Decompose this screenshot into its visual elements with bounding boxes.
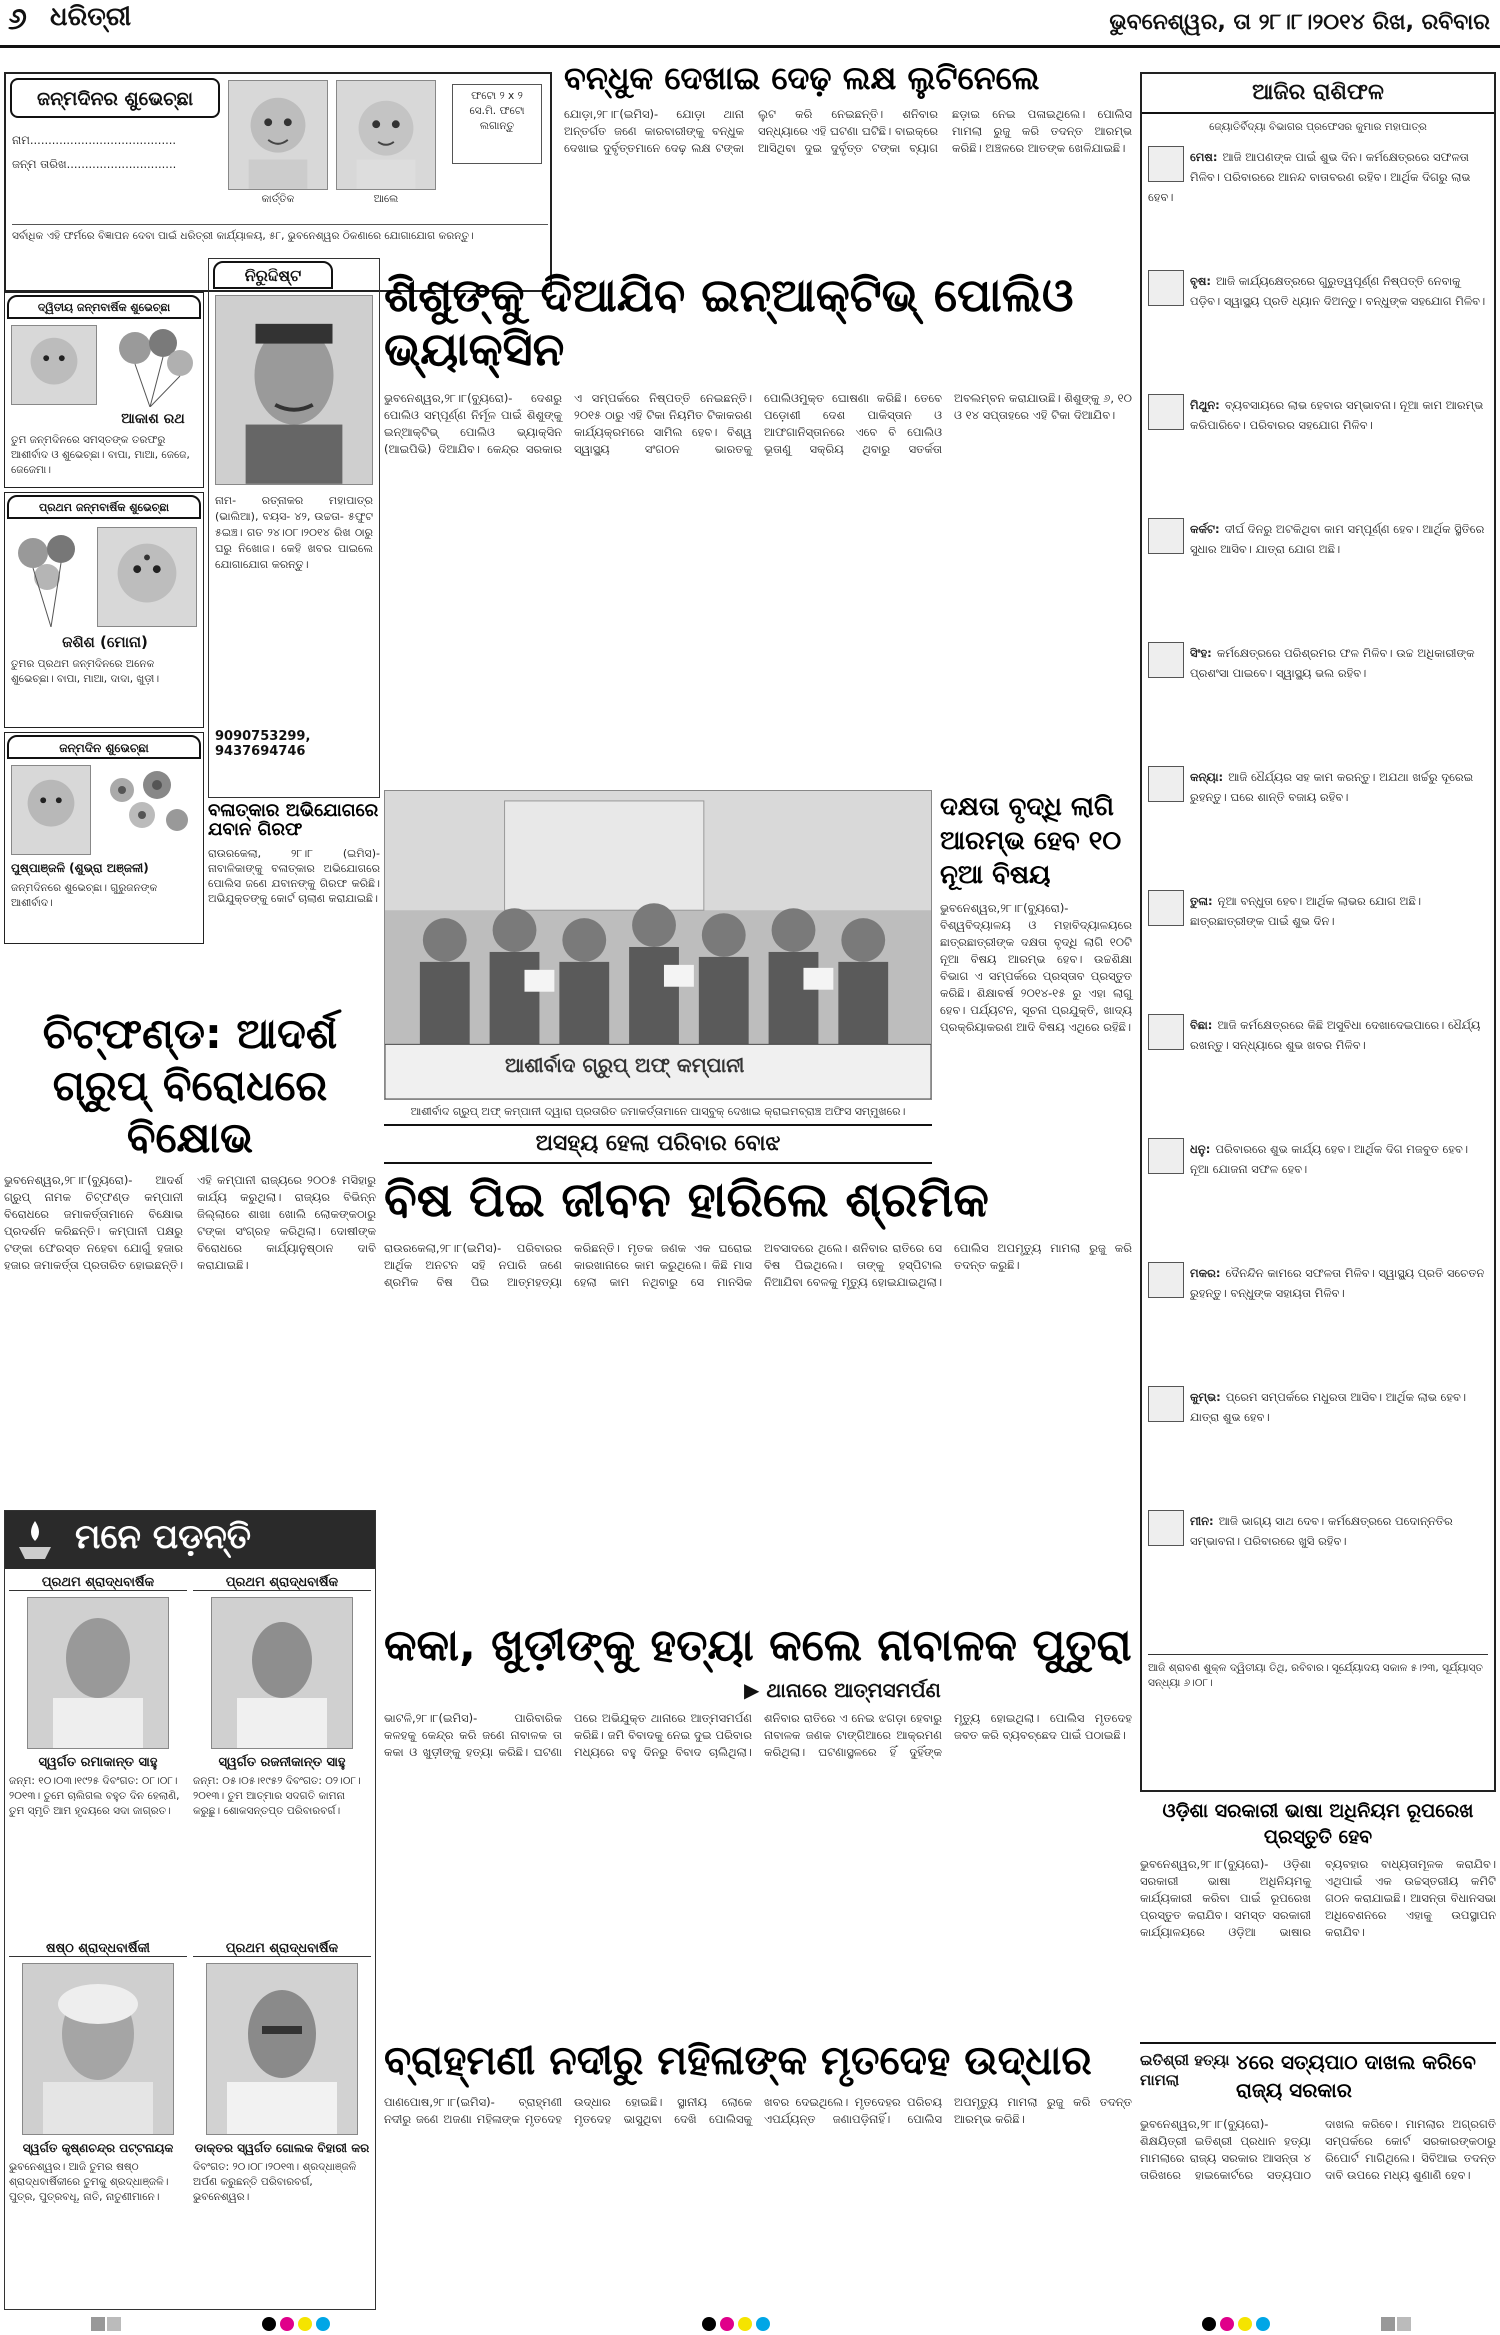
memoriam-1-photo: [27, 1597, 169, 1749]
lead-4-headline: କକା, ଖୁଡ଼ୀଙ୍କୁ ହତ୍ୟା କଲେ ନାବାଳକ ପୁତୁରା: [384, 1620, 1132, 1671]
scorpio-icon: [1148, 1014, 1184, 1050]
memoriam-4-text: ଦିବଂଗତ: ୨୦।୦୮।୨୦୧୩। ଶ୍ରଦ୍ଧାଞ୍ଜଳି ଅର୍ପଣ କରୁଛନ୍ତି ପରିବାରବର୍ଗ, ଭୁବନେଶ୍ୱର।: [193, 2161, 357, 2203]
memoriam-2-photo: [211, 1597, 353, 1749]
sign-pisces: [1148, 1510, 1488, 1634]
registration-dots-2: [700, 2316, 772, 2335]
taurus-icon: [1148, 270, 1184, 306]
lead-5-body: ପାଣପୋଷ,୨୮।୮(ଇମିସ)- ବ୍ରାହ୍ମଣୀ ନଦୀରୁ ଜଣେ ଅଜଣା ମହିଳାଙ୍କ ମୃତଦେହ ଉଦ୍ଧାର ହୋଇଛି। ସ୍ଥାନୀୟ ଲୋକେ ମୃତଦେହ ଭାସୁଥିବା ଦେଖି ପୋଲିସକୁ ଖବର ଦେଇଥିଲେ। ମୃତଦେହର ପରିଚୟ ଏପର୍ଯ୍ୟନ୍ତ ଜଣାପଡ଼ିନାହିଁ। ପୋଲିସ ଅପମୃତ୍ୟୁ ମାମଲା ରୁଜୁ କରି ତଦନ୍ତ ଆରମ୍ଭ କରିଛି।: [384, 2095, 1132, 2126]
lead-3-headline: ବିଷ ପିଇ ଜୀବନ ହାରିଲେ ଶ୍ରମିକ: [384, 1172, 989, 1228]
chitfund-story: [4, 1008, 376, 1508]
memoriam-header: [5, 1511, 375, 1569]
horoscope-title: ଆଜିର ରାଶିଫଳ: [1142, 74, 1494, 114]
registration-dots-1: [260, 2316, 332, 2335]
sign-sagittarius: [1148, 1138, 1488, 1262]
memoriam-3-text: ଭୁବନେଶ୍ୱର। ଆଜି ତୁମର ଷଷ୍ଠ ଶ୍ରାଦ୍ଧବାର୍ଷିକୀରେ ତୁମକୁ ଶ୍ରଦ୍ଧାଞ୍ଜଳି। ପୁତ୍ର, ପୁତ୍ରବଧୂ, ନାତି, ନାତୁଣୀମାନେ।: [9, 2161, 169, 2203]
birthday-ad-1-photo: [11, 325, 97, 405]
memoriam-4-name: ଡାକ୍ତର ସ୍ୱର୍ଗତ ଗୋଲକ ବିହାରୀ କର: [194, 2141, 370, 2155]
birthday-ad-3: [4, 732, 204, 944]
registration-dots-3: [1200, 2316, 1272, 2335]
lead-4-subhead: [744, 1678, 1132, 1702]
dateline: ଭୁବନେଶ୍ୱର, ତା ୨୮।୮।୨୦୧୪ ରିଖ, ରବିବାର: [1109, 10, 1490, 35]
birthday-ad-1-text: ତୁମ ଜନ୍ମଦିନରେ ସମସ୍ତଙ୍କ ତରଫରୁ ଆଶୀର୍ବାଦ ଓ ଶୁଭେଚ୍ଛା। ବାପା, ମାଆ, ଜେଜେ, ଜେଜେମା।: [11, 434, 190, 476]
memoriam-title: ମନେ ପଡ଼ନ୍ତି: [75, 1517, 252, 1557]
memoriam-2-text: ଜନ୍ମ: ୦୫।୦୫।୧୯୫୨ ଦିବଂଗତ: ୦୨।୦୮।୨୦୧୩। ତୁମ ଆତ୍ମାର ସଦଗତି କାମନା କରୁଛୁ। ଶୋକସନ୍ତପ୍ତ ପରିବାରବର୍ଗ।: [193, 1775, 361, 1817]
sign-virgo-name: କନ୍ୟା:: [1190, 770, 1224, 784]
masthead: [0, 0, 1500, 48]
skill-body: ଭୁବନେଶ୍ୱର,୨୮।୮(ବ୍ୟୁରୋ)- ବିଶ୍ୱବିଦ୍ୟାଳୟ ଓ ମହାବିଦ୍ୟାଳୟରେ ଛାତ୍ରଛାତ୍ରୀଙ୍କ ଦକ୍ଷତା ବୃଦ୍ଧି ଲାଗି ୧୦ଟି ନୂଆ ବିଷୟ ଆରମ୍ଭ ହେବ। ଉଚ୍ଚଶିକ୍ଷା ବିଭାଗ ଏ ସମ୍ପର୍କରେ ପ୍ରସ୍ତାବ ପ୍ରସ୍ତୁତ କରିଛି। ଶିକ୍ଷାବର୍ଷ ୨୦୧୪-୧୫ ରୁ ଏହା ଲାଗୁ ହେବ। ପର୍ଯ୍ୟଟନ, ସୂଚନା ପ୍ରଯୁକ୍ତି, ଖାଦ୍ୟ ପ୍ରକ୍ରିୟାକରଣ ଆଦି ବିଷୟ ଏଥିରେ ରହିଛି।: [940, 901, 1132, 1034]
sign-capricorn-name: ମକର:: [1190, 1266, 1221, 1280]
capricorn-icon: [1148, 1262, 1184, 1298]
memoriam-person-4: [193, 1941, 371, 2307]
almanac: ଆଜି ଶ୍ରାବଣ ଶୁକ୍ଳ ଦ୍ୱିତୀୟା ତିଥି, ରବିବାର। ସୂର୍ଯ୍ୟୋଦୟ ସକାଳ ୫।୨୩, ସୂର୍ଯ୍ୟାସ୍ତ ସନ୍ଧ୍ୟା ୬।୦୮।: [1148, 1654, 1488, 1691]
missing-phones: 9090753299, 9437694746: [215, 729, 311, 759]
paper-name: ଧରିତ୍ରୀ: [50, 2, 132, 32]
horoscope-byline: ଜ୍ୟୋତିର୍ବିଦ୍ୟା ବିଭାଗର ପ୍ରଫେସର କୁମାର ମହାପାତ୍ର: [1209, 121, 1427, 133]
sign-capricorn-text: ଦୈନନ୍ଦିନ କାମରେ ସଫଳତା ମିଳିବ। ସ୍ୱାସ୍ଥ୍ୟ ପ୍ରତି ସଚେତନ ରୁହନ୍ତୁ। ବନ୍ଧୁଙ୍କ ସହାୟତା ମିଳିବ।: [1190, 1266, 1485, 1300]
kicker-line: [384, 1124, 932, 1164]
missing-tab: ନିରୁଦ୍ଦିଷ୍ଟ: [213, 261, 333, 289]
language-act-story: [1140, 1798, 1496, 2038]
sign-libra: [1148, 890, 1488, 1014]
memoriam-4-tab: ପ୍ରଥମ ଶ୍ରାଦ୍ଧବାର୍ଷିକ: [193, 1941, 371, 1957]
birthday-ad-3-title: ଜନ୍ମଦିନ ଶୁଭେଚ୍ଛା: [7, 735, 201, 759]
aquarius-icon: [1148, 1386, 1184, 1422]
memoriam-person-1: [9, 1575, 187, 1935]
sign-taurus: [1148, 270, 1488, 394]
birthday-child-name-2: ଆଲେ: [373, 193, 399, 205]
birthday-ad-2-text: ତୁମର ପ୍ରଥମ ଜନ୍ମଦିନରେ ଅନେକ ଶୁଭେଚ୍ଛା। ବାପା, ମାଆ, ଦାଦା, ଖୁଡ଼ୀ।: [11, 658, 160, 685]
libra-icon: [1148, 890, 1184, 926]
sign-aries-name: ମେଷ:: [1190, 150, 1218, 164]
virgo-icon: [1148, 766, 1184, 802]
birthday-ad-1-name: ଆକାଶ ରଥ: [121, 411, 185, 427]
horoscope-list: [1148, 146, 1488, 1634]
itishree-headline-left: ଇତିଶ୍ରୀ ହତ୍ୟା ମାମଲା: [1140, 2051, 1230, 2089]
lead-story-2: [384, 268, 1132, 778]
sign-scorpio-text: ଆଜି କର୍ମକ୍ଷେତ୍ରରେ କିଛି ଅସୁବିଧା ଦେଖାଦେଇପାରେ। ଧୈର୍ଯ୍ୟ ରଖନ୍ତୁ। ସନ୍ଧ୍ୟାରେ ଶୁଭ ଖବର ମିଳିବ।: [1190, 1018, 1481, 1052]
sign-aquarius-text: ପ୍ରେମ ସମ୍ପର୍କରେ ମଧୁରତା ଆସିବ। ଆର୍ଥିକ ଲାଭ ହେବ। ଯାତ୍ରା ଶୁଭ ହେବ।: [1190, 1390, 1467, 1424]
sign-gemini-text: ବ୍ୟବସାୟରେ ଲାଭ ହେବାର ସମ୍ଭାବନା। ନୂଆ କାମ ଆରମ୍ଭ କରିପାରିବେ। ପରିବାରର ସହଯୋଗ ମିଳିବ।: [1190, 398, 1484, 432]
registration-marks-1: [90, 2316, 122, 2335]
sign-scorpio: [1148, 1014, 1488, 1138]
birthday-ad-1: [4, 292, 204, 488]
pisces-icon: [1148, 1510, 1184, 1546]
sign-sagittarius-name: ଧନୁ:: [1190, 1142, 1211, 1156]
memoriam-person-3: [9, 1941, 187, 2307]
birthday-ad-2-title: ପ୍ରଥମ ଜନ୍ମବାର୍ଷିକ ଶୁଭେଚ୍ଛା: [7, 495, 201, 519]
birthday-child-photo-2: [336, 80, 436, 190]
memoriam-3-name: ସ୍ୱର୍ଗତ କୃଷ୍ଣଚନ୍ଦ୍ର ପଟ୍ଟନାୟକ: [22, 2141, 174, 2155]
itishree-story: [1140, 2042, 1496, 2306]
memoriam-2-tab: ପ୍ରଥମ ଶ୍ରାଦ୍ଧବାର୍ଷିକ: [193, 1575, 371, 1591]
memoriam-1-tab: ପ୍ରଥମ ଶ୍ରାଦ୍ଧବାର୍ଷିକ: [9, 1575, 187, 1591]
lead-story-5: [384, 2036, 1132, 2306]
lead-2-body: ଭୁବନେଶ୍ୱର,୨୮।୮(ବ୍ୟୁରୋ)- ଦେଶରୁ ପୋଲିଓ ସମ୍ପୂର୍ଣ୍ଣ ନିର୍ମୂଳ ପାଇଁ ଶିଶୁଙ୍କୁ ଇନ୍‌ଆକ୍ଟିଭ୍ ପୋଲିଓ ଭ୍ୟାକ୍ସିନ (ଆଇପିଭି) ଦିଆଯିବ। କେନ୍ଦ୍ର ସରକାର ଏ ସମ୍ପର୍କରେ ନିଷ୍ପତ୍ତି ନେଇଛନ୍ତି। ୨୦୧୫ ଠାରୁ ଏହି ଟିକା ନିୟମିତ ଟିକାକରଣ କାର୍ଯ୍ୟକ୍ରମରେ ସାମିଲ ହେବ। ବିଶ୍ୱ ସ୍ୱାସ୍ଥ୍ୟ ସଂଗଠନ ଭାରତକୁ ପୋଲିଓମୁକ୍ତ ଘୋଷଣା କରିଛି। ତେବେ ପଡ଼ୋଶୀ ଦେଶ ପାକିସ୍ତାନ ଓ ଆଫଗାନିସ୍ତାନରେ ଏବେ ବି ପୋଲିଓ ଭୂତାଣୁ ସକ୍ରିୟ ଥିବାରୁ ସତର୍କତା ଅବଲମ୍ବନ କରାଯାଉଛି। ଶିଶୁଙ୍କୁ ୬, ୧୦ ଓ ୧୪ ସପ୍ତାହରେ ଏହି ଟିକା ଦିଆଯିବ।: [384, 391, 1132, 456]
birthday-form-title: ଜନ୍ମଦିନର ଶୁଭେଚ୍ଛା: [10, 78, 220, 118]
memoriam-1-name: ସ୍ୱର୍ଗତ ରମାକାନ୍ତ ସାହୁ: [38, 1755, 158, 1770]
memoriam-1-text: ଜନ୍ମ: ୧୦।୦୩।୧୯୨୫ ଦିବଂଗତ: ୦୮।୦୮।୨୦୧୩। ତୁମେ ଚାଲିଗଲ ବହୁତ ଦିନ ହେଲାଣି, ତୁମ ସ୍ମୃତି ଆମ ହୃଦୟରେ ସଦା ଜାଗ୍ରତ।: [9, 1775, 180, 1817]
sagittarius-icon: [1148, 1138, 1184, 1174]
cancer-icon: [1148, 518, 1184, 554]
sign-capricorn: [1148, 1262, 1488, 1386]
memoriam-3-tab: ଷଷ୍ଠ ଶ୍ରାଦ୍ଧବାର୍ଷିକୀ: [9, 1941, 187, 1957]
lead-2-headline: ଶିଶୁଙ୍କୁ ଦିଆଯିବ ଇନ୍‌ଆକ୍ଟିଭ୍ ପୋଲିଓ ଭ୍ୟାକ୍ସିନ: [384, 268, 1074, 376]
birthday-child-name-1: କାର୍ତ୍ତିକ: [261, 193, 295, 205]
birthday-ad-2-name: ଜଶିଶ (ମୋନା): [62, 633, 148, 651]
photo-size-note: ଫଟୋ ୨ x ୨ ସେ.ମି. ଫଟୋ ଲଗାନ୍ତୁ: [452, 84, 542, 164]
language-body: ଭୁବନେଶ୍ୱର,୨୮।୮(ବ୍ୟୁରୋ)- ଓଡ଼ିଶା ସରକାରୀ ଭାଷା ଅଧିନିୟମକୁ କାର୍ଯ୍ୟକାରୀ କରିବା ପାଇଁ ରୂପରେଖ ପ୍ରସ୍ତୁତ କରାଯିବ। ସମସ୍ତ ସରକାରୀ କାର୍ଯ୍ୟାଳୟରେ ଓଡ଼ିଆ ଭାଷାର ବ୍ୟବହାର ବାଧ୍ୟତାମୂଳକ କରାଯିବ। ଏଥିପାଇଁ ଏକ ଉଚ୍ଚସ୍ତରୀୟ କମିଟି ଗଠନ କରାଯାଇଛି। ଆସନ୍ତା ବିଧାନସଭା ଅଧିବେଶନରେ ଏହାକୁ ଉପସ୍ଥାପନ କରାଯିବ।: [1140, 1857, 1496, 1939]
memoriam-block: [4, 1510, 376, 2310]
rape-news: [208, 802, 380, 952]
sign-aries: [1148, 146, 1488, 270]
itishree-headline-right: ୪ରେ ସତ୍ୟପାଠ ଦାଖଲ କରିବେ ରାଜ୍ୟ ସରକାର: [1236, 2050, 1476, 2102]
sign-leo-text: କର୍ମକ୍ଷେତ୍ରରେ ପରିଶ୍ରମର ଫଳ ମିଳିବ। ଉଚ୍ଚ ଅଧିକାରୀଙ୍କ ପ୍ରଶଂସା ପାଇବେ। ସ୍ୱାସ୍ଥ୍ୟ ଭଲ ରହିବ।: [1190, 646, 1475, 680]
sign-gemini: [1148, 394, 1488, 518]
color-registration-bar: [0, 2312, 1500, 2334]
sign-gemini-name: ମିଥୁନ:: [1190, 398, 1220, 412]
lamp-icon: [15, 1519, 55, 1561]
birthday-field-date: ଜନ୍ମ ତାରିଖ..............................: [12, 157, 177, 171]
lead-3-body: ରାଉରକେଲା,୨୮।୮(ଇମିସ)- ପରିବାରର ଆର୍ଥିକ ଅନଟନ ସହି ନପାରି ଜଣେ ଶ୍ରମିକ ବିଷ ପିଇ ଆତ୍ମହତ୍ୟା କରିଛନ୍ତି। ମୃତକ ଜଣକ ଏକ ଘରୋଇ କାରଖାନାରେ କାମ କରୁଥିଲେ। କିଛି ମାସ ହେଲା କାମ ନଥିବାରୁ ସେ ମାନସିକ ଅବସାଦରେ ଥିଲେ। ଶନିବାର ରାତିରେ ସେ ବିଷ ପିଇଥିଲେ। ତାଙ୍କୁ ହସ୍ପିଟାଲ ନିଆଯିବା ବେଳକୁ ମୃତ୍ୟୁ ହୋଇଯାଇଥିଲା। ପୋଲିସ ଅପମୃତ୍ୟୁ ମାମଲା ରୁଜୁ କରି ତଦନ୍ତ କରୁଛି।: [384, 1241, 1132, 1289]
memoriam-person-2: [193, 1575, 371, 1935]
sign-scorpio-name: ବିଛା:: [1190, 1018, 1213, 1032]
birthday-ad-3-name: ପୁଷ୍ପାଞ୍ଜଳି (ଶୁଭ୍ରା ଅଞ୍ଜଳୀ): [11, 861, 149, 875]
gemini-icon: [1148, 394, 1184, 430]
lead-4-body: ଭାଟଳି,୨୮।୮(ଇମିସ)- ପାରିବାରିକ କଳହକୁ କେନ୍ଦ୍ର କରି ଜଣେ ନାବାଳକ ତା କକା ଓ ଖୁଡ଼ୀଙ୍କୁ ହତ୍ୟା କରିଛି। ଘଟଣା ପରେ ଅଭିଯୁକ୍ତ ଥାନାରେ ଆତ୍ମସମର୍ପଣ କରିଛି। ଜମି ବିବାଦକୁ ନେଇ ଦୁଇ ପରିବାର ମଧ୍ୟରେ ବହୁ ଦିନରୁ ବିବାଦ ଚାଲିଥିଲା। ଶନିବାର ରାତିରେ ଏ ନେଇ ଝଗଡ଼ା ହେବାରୁ ନାବାଳକ ଜଣକ ଟାଙ୍ଗିଆରେ ଆକ୍ରମଣ କରିଥିଲା। ଘଟଣାସ୍ଥଳରେ ହିଁ ଦୁହିଁଙ୍କ ମୃତ୍ୟୁ ହୋଇଥିଲା। ପୋଲିସ ମୃତଦେହ ଜବତ କରି ବ୍ୟବଚ୍ଛେଦ ପାଇଁ ପଠାଇଛି।: [384, 1711, 1132, 1759]
sign-taurus-text: ଆଜି କାର୍ଯ୍ୟକ୍ଷେତ୍ରରେ ଗୁରୁତ୍ୱପୂର୍ଣ୍ଣ ନିଷ୍ପତ୍ତି ନେବାକୁ ପଡ଼ିବ। ସ୍ୱାସ୍ଥ୍ୟ ପ୍ରତି ଧ୍ୟାନ ଦିଅନ୍ତୁ। ବନ୍ଧୁଙ୍କ ସହଯୋଗ ମିଳିବ।: [1190, 274, 1486, 308]
photo-caption: ଆଶୀର୍ବାଦ ଗ୍ରୁପ୍ ଅଫ୍ କମ୍ପାନୀ ଦ୍ୱାରା ପ୍ରତାରିତ ଜମାକର୍ତ୍ତାମାନେ ପାସ୍‌ବୁକ୍ ଦେଖାଇ କ୍ରାଇମବ୍ରାଞ୍ଚ ଅଫିସ ସମ୍ମୁଖରେ।: [410, 1105, 906, 1118]
birthday-ad-3-text: ଜନ୍ମଦିନରେ ଶୁଭେଚ୍ଛା। ଗୁରୁଜନଙ୍କ ଆଶୀର୍ବାଦ।: [11, 882, 158, 909]
memoriam-2-name: ସ୍ୱର୍ଗତ ରଜନୀକାନ୍ତ ସାହୁ: [218, 1755, 346, 1770]
lead-story-3: [384, 1170, 1132, 1610]
birthday-ad-1-title: ଦ୍ୱିତୀୟ ଜନ୍ମବାର୍ଷିକ ଶୁଭେଚ୍ଛା: [7, 295, 201, 319]
lead-4-subhead-text: ଥାନାରେ ଆତ୍ମସମର୍ପଣ: [766, 1678, 941, 1702]
chitfund-headline: ଚିଟ୍‌ଫଣ୍ଡ: ଆଦର୍ଶ ଗ୍ରୁପ୍ ବିରୋଧରେ ବିକ୍ଷୋଭ: [42, 1009, 338, 1162]
sign-aquarius-name: କୁମ୍ଭ:: [1190, 1390, 1221, 1404]
language-headline: ଓଡ଼ିଶା ସରକାରୀ ଭାଷା ଅଧିନିୟମ ରୂପରେଖ ପ୍ରସ୍ତୁତି ହେବ: [1162, 1800, 1474, 1848]
skill-headline: ଦକ୍ଷତା ବୃଦ୍ଧି ଲାଗି ଆରମ୍ଭ ହେବ ୧୦ ନୂଆ ବିଷୟ: [940, 792, 1122, 890]
sign-virgo: [1148, 766, 1488, 890]
birthday-ad-2: [4, 492, 204, 728]
flowers-icon: [97, 765, 197, 855]
memoriam-4-photo: [206, 1963, 358, 2135]
triangle-icon: ▶: [744, 1678, 767, 1702]
balloons-icon: [105, 323, 201, 407]
skill-story: [940, 790, 1132, 1230]
birthday-child-photo-1: [228, 80, 328, 190]
sign-libra-name: ତୁଳା:: [1190, 894, 1213, 908]
lead-1-body: ଯୋଡ଼ା,୨୮।୮(ଇମିସ)- ଯୋଡ଼ା ଥାନା ଅନ୍ତର୍ଗତ ଜଣେ କାରବାରୀଙ୍କୁ ବନ୍ଧୁକ ଦେଖାଇ ଦୁର୍ବୃତ୍ତମାନେ ଦେଢ଼ ଲକ୍ଷ ଟଙ୍କା ଲୁଟ କରି ନେଇଛନ୍ତି। ଶନିବାର ସନ୍ଧ୍ୟାରେ ଏହି ଘଟଣା ଘଟିଛି। ବାଇକ୍‌ରେ ଆସିଥିବା ଦୁଇ ଦୁର୍ବୃତ୍ତ ଟଙ୍କା ବ୍ୟାଗ ଛଡ଼ାଇ ନେଇ ପଳାଇଥିଲେ। ପୋଲିସ ମାମଲା ରୁଜୁ କରି ତଦନ୍ତ ଆରମ୍ଭ କରିଛି। ଅଞ୍ଚଳରେ ଆତଙ୍କ ଖେଳିଯାଇଛି।: [564, 106, 1132, 155]
sign-leo-name: ସିଂହ:: [1190, 646, 1212, 660]
memoriam-3-photo: [22, 1963, 174, 2135]
sign-cancer-text: ଦୀର୍ଘ ଦିନରୁ ଅଟକିଥିବା କାମ ସମ୍ପୂର୍ଣ୍ଣ ହେବ। ଆର୍ଥିକ ସ୍ଥିତିରେ ସୁଧାର ଆସିବ। ଯାତ୍ରା ଯୋଗ ଅଛି।: [1190, 522, 1485, 556]
birthday-field-name: ନାମ........................................: [12, 133, 177, 147]
protest-photo: [384, 790, 932, 1100]
chitfund-body: ଭୁବନେଶ୍ୱର,୨୮।୮(ବ୍ୟୁରୋ)- ଆଦର୍ଶ ଗ୍ରୁପ୍ ନାମକ ଚିଟ୍‌ଫଣ୍ଡ କମ୍ପାନୀ ବିରୋଧରେ ଜମାକର୍ତ୍ତାମାନେ ବିକ୍ଷୋଭ ପ୍ରଦର୍ଶନ କରିଛନ୍ତି। କମ୍ପାନୀ ପକ୍ଷରୁ ଟଙ୍କା ଫେରସ୍ତ ନହେବା ଯୋଗୁଁ ହଜାର ହଜାର ଜମାକର୍ତ୍ତା ପ୍ରତାରିତ ହୋଇଛନ୍ତି। ଏହି କମ୍ପାନୀ ରାଜ୍ୟରେ ୨୦୦୫ ମସିହାରୁ କାର୍ଯ୍ୟ କରୁଥିଲା। ରାଜ୍ୟର ବିଭିନ୍ନ ଜିଲ୍ଲାରେ ଶାଖା ଖୋଲି ଲୋକଙ୍କଠାରୁ ଟଙ୍କା ସଂଗ୍ରହ କରିଥିଲା। ଦୋଷୀଙ୍କ ବିରୋଧରେ କାର୍ଯ୍ୟାନୁଷ୍ଠାନ ଦାବି କରାଯାଇଛି।: [4, 1173, 376, 1272]
lead-story-1: [564, 59, 1132, 262]
horoscope-box: [1140, 72, 1496, 1792]
photo-banner-text: ଆଶୀର୍ବାଦ ଗ୍ରୁପ୍ ଅଫ୍ କମ୍ପାନୀ: [505, 1053, 745, 1077]
birthday-ad-3-photo: [11, 765, 91, 855]
sign-virgo-text: ଆଜି ଧୈର୍ଯ୍ୟର ସହ କାମ କରନ୍ତୁ। ଅଯଥା ଖର୍ଚ୍ଚରୁ ଦୂରେଇ ରୁହନ୍ତୁ। ଘରେ ଶାନ୍ତି ବଜାୟ ରହିବ।: [1190, 770, 1474, 804]
aries-icon: [1148, 146, 1184, 182]
sign-leo: [1148, 642, 1488, 766]
leo-icon: [1148, 642, 1184, 678]
sign-pisces-name: ମୀନ:: [1190, 1514, 1214, 1528]
sign-cancer: [1148, 518, 1488, 642]
birthday-form-footer: ସର୍ବାଧିକ ଏହି ଫର୍ମରେ ବିଜ୍ଞାପନ ଦେବା ପାଇଁ ଧରିତ୍ରୀ କାର୍ଯ୍ୟାଳୟ, ୫୮, ଭୁବନେଶ୍ୱର ଠିକଣାରେ ଯୋଗାଯୋଗ କରନ୍ତୁ।: [12, 224, 548, 244]
sign-taurus-name: ବୃଷ:: [1190, 274, 1211, 288]
sign-libra-text: ନୂଆ ବନ୍ଧୁତା ହେବ। ଆର୍ଥିକ ଲାଭର ଯୋଗ ଅଛି। ଛାତ୍ରଛାତ୍ରୀଙ୍କ ପାଇଁ ଶୁଭ ଦିନ।: [1190, 894, 1422, 928]
sign-aquarius: [1148, 1386, 1488, 1510]
page-number: ୬: [8, 2, 27, 37]
sign-sagittarius-text: ପରିବାରରେ ଶୁଭ କାର୍ଯ୍ୟ ହେବ। ଆର୍ଥିକ ଦିଗ ମଜବୁତ ହେବ। ନୂଆ ଯୋଜନା ସଫଳ ହେବ।: [1190, 1142, 1469, 1176]
missing-person-photo: [215, 295, 373, 485]
sign-pisces-text: ଆଜି ଭାଗ୍ୟ ସାଥ ଦେବ। କର୍ମକ୍ଷେତ୍ରରେ ପଦୋନ୍ନତିର ସମ୍ଭାବନା। ପରିବାରରେ ଖୁସି ରହିବ।: [1190, 1514, 1453, 1548]
sign-aries-text: ଆଜି ଆପଣଙ୍କ ପାଇଁ ଶୁଭ ଦିନ। କର୍ମକ୍ଷେତ୍ରରେ ସଫଳତା ମିଳିବ। ପରିବାରରେ ଆନନ୍ଦ ବାତାବରଣ ରହିବ। ଆର୍ଥିକ ଦିଗରୁ ଲାଭ ହେବ।: [1148, 150, 1471, 204]
balloons-icon: [11, 527, 91, 627]
lead-story-4: [384, 1618, 1132, 2028]
registration-marks-2: [1380, 2316, 1412, 2335]
sign-cancer-name: କର୍କଟ:: [1190, 522, 1220, 536]
kicker-text: ଅସହ୍ୟ ହେଲା ପରିବାର ବୋଝ: [535, 1131, 781, 1156]
lead-5-headline: ବ୍ରାହ୍ମଣୀ ନଦୀରୁ ମହିଳାଙ୍କ ମୃତଦେହ ଉଦ୍ଧାର: [384, 2038, 1092, 2084]
rape-news-body: ରାଉରକେଲା, ୨୮।୮ (ଇମିସ)- ନାବାଳିକାଙ୍କୁ ବଳାତ୍କାର ଅଭିଯୋଗରେ ପୋଲିସ ଜଣେ ଯବାନଙ୍କୁ ଗିରଫ କରିଛି। ଅଭିଯୁକ୍ତଙ୍କୁ କୋର୍ଟ ଚାଲାଣ କରାଯାଇଛି।: [208, 846, 380, 905]
birthday-ad-2-photo: [97, 527, 197, 627]
missing-text: ନାମ- ରତ୍ନାକର ମହାପାତ୍ର (ଭାଲିଆ), ବୟସ- ୪୨, ଉଚ୍ଚତା- ୫ଫୁଟ ୫ଇଞ୍ଚ। ଗତ ୨୪।୦୮।୨୦୧୪ ରିଖ ଠାରୁ ଘରୁ ନିଖୋଜ। କେହି ଖବର ପାଇଲେ ଯୋଗାଯୋଗ କରନ୍ତୁ।: [215, 494, 373, 571]
lead-1-headline: ବନ୍ଧୁକ ଦେଖାଇ ଦେଢ଼ ଲକ୍ଷ ଲୁଟିନେଲେ: [564, 59, 1040, 97]
rape-news-headline: ବଳାତ୍କାର ଅଭିଯୋଗରେ ଯବାନ ଗିରଫ: [208, 800, 379, 840]
itishree-body: ଭୁବନେଶ୍ୱର,୨୮।୮(ବ୍ୟୁରୋ)- ଶିକ୍ଷୟିତ୍ରୀ ଇତିଶ୍ରୀ ପ୍ରଧାନ ହତ୍ୟା ମାମଲାରେ ରାଜ୍ୟ ସରକାର ଆସନ୍ତା ୪ ତାରିଖରେ ହାଇକୋର୍ଟରେ ସତ୍ୟପାଠ ଦାଖଲ କରିବେ। ମାମଲାର ଅଗ୍ରଗତି ସମ୍ପର୍କରେ କୋର୍ଟ ସରକାରଙ୍କଠାରୁ ରିପୋର୍ଟ ମାଗିଥିଲେ। ସିବିଆଇ ତଦନ୍ତ ଦାବି ଉପରେ ମଧ୍ୟ ଶୁଣାଣି ହେବ।: [1140, 2117, 1496, 2182]
missing-person-notice: [208, 258, 380, 798]
